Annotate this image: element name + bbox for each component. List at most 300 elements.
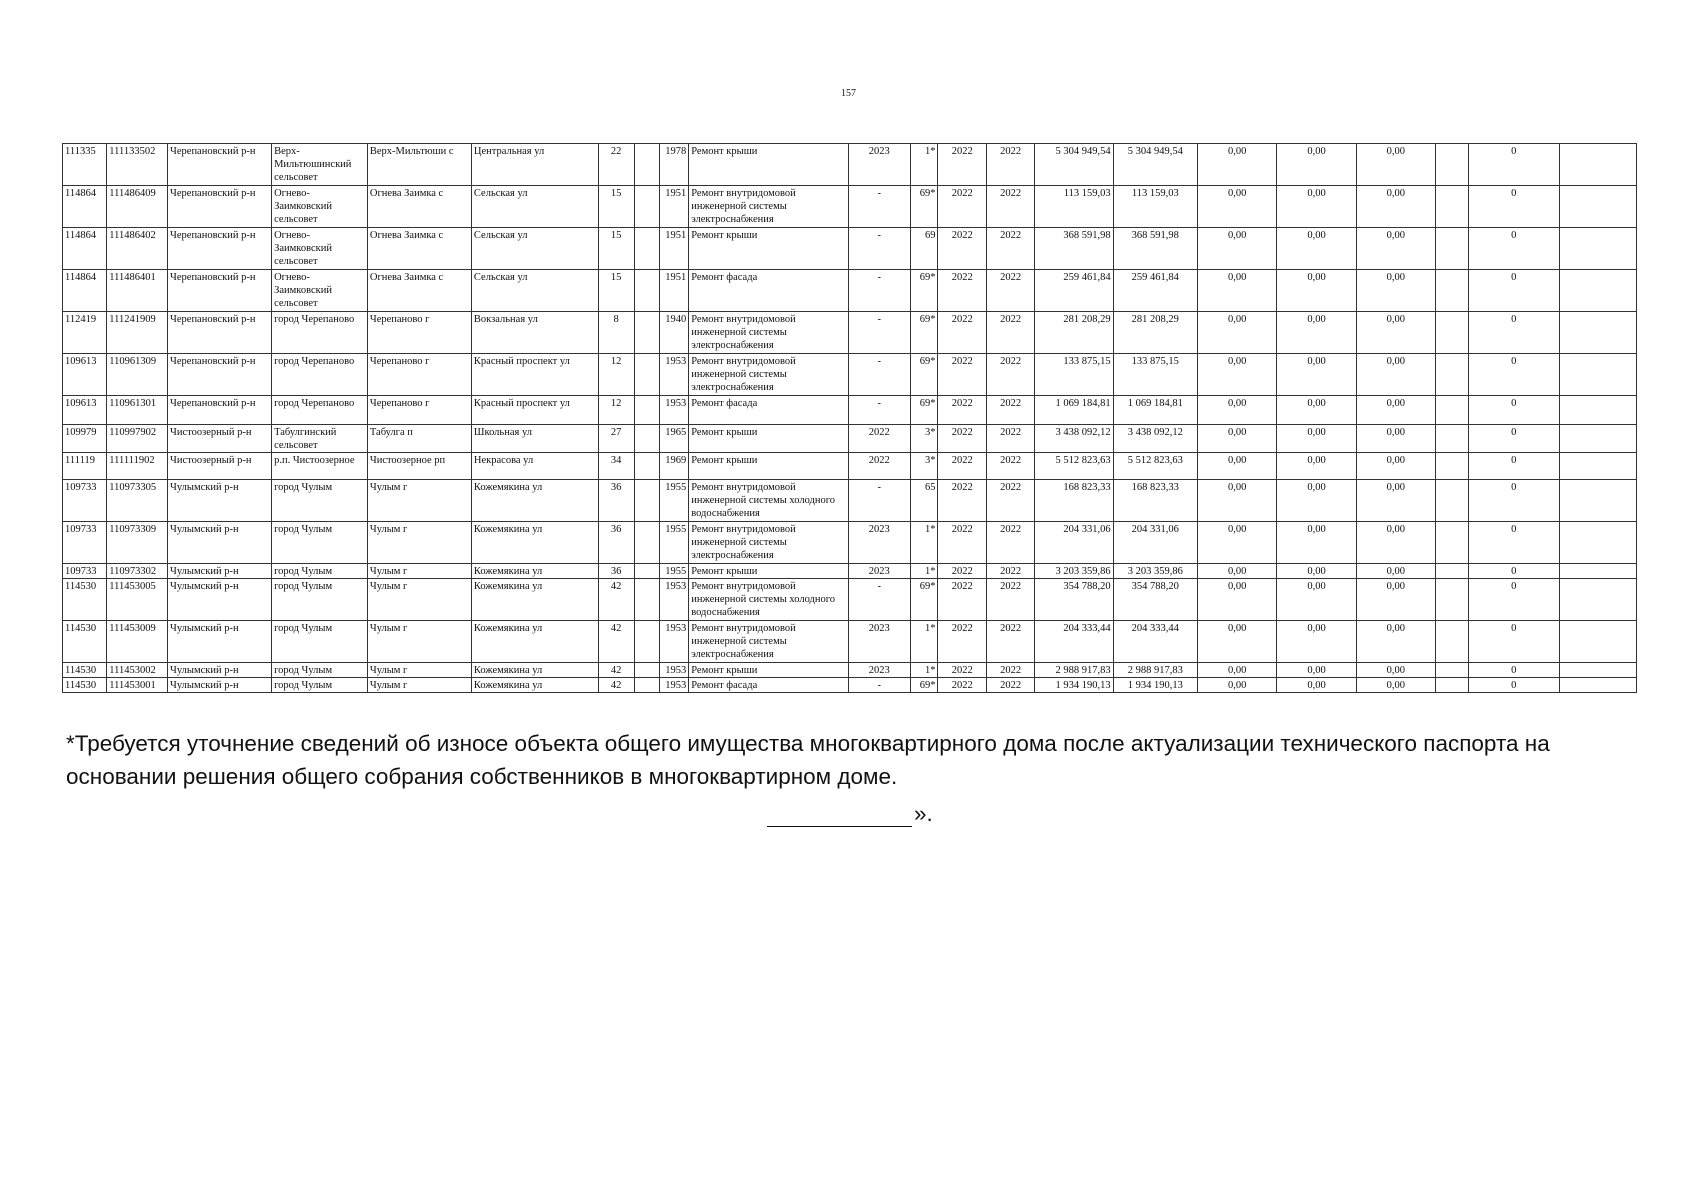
cell-plan-year-end: 2022 — [986, 621, 1034, 663]
cell-work-type: Ремонт крыши — [689, 453, 849, 480]
cell-total-cost: 2 988 917,83 — [1035, 663, 1113, 678]
cell-regional-cost: 259 461,84 — [1113, 270, 1197, 312]
cell-municipality: город Чулым — [272, 678, 368, 693]
cell-street: Кожемякина ул — [471, 579, 598, 621]
cell-object-id: 109979 — [63, 425, 107, 453]
cell-settlement: Чулым г — [367, 579, 471, 621]
cell-wear: 65 — [910, 480, 938, 522]
cell-work-type: Ремонт внутридомовой инженерной системы холодного водоснабжения — [689, 480, 849, 522]
cell-element-id: 111453002 — [107, 663, 168, 678]
cell-year-built: 1978 — [660, 144, 689, 186]
cell-municipality: город Чулым — [272, 621, 368, 663]
cell-owners-cost: 0,00 — [1356, 621, 1435, 663]
cell-owners-cost: 0,00 — [1356, 396, 1435, 425]
cell-building — [634, 312, 660, 354]
cell-extra-col — [1559, 564, 1636, 579]
cell-street: Кожемякина ул — [471, 621, 598, 663]
cell-total-cost: 5 512 823,63 — [1035, 453, 1113, 480]
cell-plan-year-end: 2022 — [986, 522, 1034, 564]
cell-total-cost: 5 304 949,54 — [1035, 144, 1113, 186]
cell-regional-cost: 1 934 190,13 — [1113, 678, 1197, 693]
cell-blank-col — [1435, 678, 1468, 693]
cell-blank-col — [1435, 228, 1468, 270]
cell-object-id: 109733 — [63, 480, 107, 522]
cell-plan-year-start: 2022 — [938, 522, 986, 564]
cell-district: Черепановский р-н — [168, 144, 272, 186]
table-row — [63, 564, 1637, 579]
footnote: *Требуется уточнение сведений об износе объекта общего имущества многоквартирного дома после актуализации технического паспорта на основании решения общего собрания собственников в многоквартирном доме. — [66, 731, 1550, 789]
cell-year-built: 1955 — [660, 522, 689, 564]
cell-work-type: Ремонт внутридомовой инженерной системы электроснабжения — [689, 621, 849, 663]
table-row — [63, 312, 1637, 354]
table-row — [63, 663, 1637, 678]
cell-wear: 69* — [910, 396, 938, 425]
cell-element-id: 111241909 — [107, 312, 168, 354]
cell-federal-cost: 0,00 — [1198, 564, 1277, 579]
cell-plan-year-start: 2022 — [938, 186, 986, 228]
cell-volume: 0 — [1468, 564, 1559, 579]
cell-element-id: 110961301 — [107, 396, 168, 425]
cell-street: Вокзальная ул — [471, 312, 598, 354]
cell-extra-col — [1559, 144, 1636, 186]
cell-settlement: Чулым г — [367, 564, 471, 579]
cell-street: Красный проспект ул — [471, 354, 598, 396]
cell-element-id: 110973305 — [107, 480, 168, 522]
cell-volume: 0 — [1468, 453, 1559, 480]
closing-mark — [767, 801, 933, 827]
cell-building — [634, 425, 660, 453]
cell-object-id: 111335 — [63, 144, 107, 186]
cell-local-cost: 0,00 — [1277, 144, 1356, 186]
cell-object-id: 114530 — [63, 579, 107, 621]
cell-work-type: Ремонт крыши — [689, 425, 849, 453]
cell-owners-cost: 0,00 — [1356, 678, 1435, 693]
cell-wear: 69* — [910, 312, 938, 354]
cell-local-cost: 0,00 — [1277, 354, 1356, 396]
cell-owners-cost: 0,00 — [1356, 480, 1435, 522]
cell-extra-col — [1559, 354, 1636, 396]
cell-work-type: Ремонт фасада — [689, 270, 849, 312]
cell-extra-col — [1559, 663, 1636, 678]
cell-total-cost: 368 591,98 — [1035, 228, 1113, 270]
cell-federal-cost: 0,00 — [1198, 270, 1277, 312]
cell-regional-cost: 354 788,20 — [1113, 579, 1197, 621]
cell-local-cost: 0,00 — [1277, 396, 1356, 425]
table-row — [63, 579, 1637, 621]
cell-year-built: 1955 — [660, 564, 689, 579]
cell-extra-col — [1559, 621, 1636, 663]
cell-total-cost: 204 331,06 — [1035, 522, 1113, 564]
table-row — [63, 453, 1637, 480]
cell-local-cost: 0,00 — [1277, 480, 1356, 522]
cell-district: Чулымский р-н — [168, 621, 272, 663]
cell-plan-year-start: 2022 — [938, 425, 986, 453]
cell-street: Некрасова ул — [471, 453, 598, 480]
cell-municipality: город Черепаново — [272, 354, 368, 396]
cell-object-id: 109733 — [63, 522, 107, 564]
cell-street: Кожемякина ул — [471, 678, 598, 693]
cell-district: Чулымский р-н — [168, 564, 272, 579]
cell-blank-col — [1435, 312, 1468, 354]
cell-year-built: 1955 — [660, 480, 689, 522]
signature-line — [767, 806, 912, 827]
cell-municipality: Верх-Мильтюшинский сельсовет — [272, 144, 368, 186]
cell-regional-cost: 5 512 823,63 — [1113, 453, 1197, 480]
cell-regional-cost: 168 823,33 — [1113, 480, 1197, 522]
cell-extra-col — [1559, 312, 1636, 354]
cell-settlement: Верх-Мильтюши с — [367, 144, 471, 186]
cell-regional-cost: 5 304 949,54 — [1113, 144, 1197, 186]
cell-blank-col — [1435, 621, 1468, 663]
cell-deadline-year: - — [848, 228, 910, 270]
cell-owners-cost: 0,00 — [1356, 579, 1435, 621]
cell-element-id: 111133502 — [107, 144, 168, 186]
cell-wear: 1* — [910, 564, 938, 579]
cell-element-id: 110997902 — [107, 425, 168, 453]
cell-extra-col — [1559, 522, 1636, 564]
cell-district: Чулымский р-н — [168, 678, 272, 693]
cell-element-id: 111453005 — [107, 579, 168, 621]
cell-regional-cost: 204 333,44 — [1113, 621, 1197, 663]
cell-settlement: Чулым г — [367, 663, 471, 678]
cell-plan-year-end: 2022 — [986, 354, 1034, 396]
cell-federal-cost: 0,00 — [1198, 579, 1277, 621]
table-row — [63, 522, 1637, 564]
cell-plan-year-start: 2022 — [938, 396, 986, 425]
cell-municipality: Табулгинский сельсовет — [272, 425, 368, 453]
cell-owners-cost: 0,00 — [1356, 144, 1435, 186]
cell-local-cost: 0,00 — [1277, 579, 1356, 621]
cell-volume: 0 — [1468, 480, 1559, 522]
cell-plan-year-end: 2022 — [986, 425, 1034, 453]
cell-work-type: Ремонт крыши — [689, 228, 849, 270]
cell-total-cost: 1 069 184,81 — [1035, 396, 1113, 425]
cell-blank-col — [1435, 354, 1468, 396]
cell-total-cost: 354 788,20 — [1035, 579, 1113, 621]
cell-district: Чулымский р-н — [168, 522, 272, 564]
cell-street: Кожемякина ул — [471, 564, 598, 579]
cell-local-cost: 0,00 — [1277, 453, 1356, 480]
cell-federal-cost: 0,00 — [1198, 228, 1277, 270]
cell-house-number: 12 — [598, 396, 634, 425]
cell-building — [634, 354, 660, 396]
cell-settlement: Черепаново г — [367, 312, 471, 354]
table-row — [63, 425, 1637, 453]
cell-building — [634, 522, 660, 564]
cell-municipality: город Черепаново — [272, 396, 368, 425]
cell-plan-year-end: 2022 — [986, 186, 1034, 228]
cell-regional-cost: 133 875,15 — [1113, 354, 1197, 396]
cell-extra-col — [1559, 228, 1636, 270]
cell-plan-year-start: 2022 — [938, 564, 986, 579]
cell-street: Центральная ул — [471, 144, 598, 186]
cell-local-cost: 0,00 — [1277, 663, 1356, 678]
cell-settlement: Огнева Заимка с — [367, 228, 471, 270]
cell-district: Чулымский р-н — [168, 579, 272, 621]
cell-deadline-year: - — [848, 186, 910, 228]
cell-plan-year-start: 2022 — [938, 663, 986, 678]
cell-blank-col — [1435, 186, 1468, 228]
cell-owners-cost: 0,00 — [1356, 663, 1435, 678]
cell-blank-col — [1435, 663, 1468, 678]
cell-deadline-year: 2023 — [848, 621, 910, 663]
cell-volume: 0 — [1468, 425, 1559, 453]
cell-regional-cost: 281 208,29 — [1113, 312, 1197, 354]
table-row — [63, 678, 1637, 693]
cell-blank-col — [1435, 453, 1468, 480]
cell-house-number: 36 — [598, 522, 634, 564]
cell-house-number: 15 — [598, 186, 634, 228]
cell-house-number: 42 — [598, 621, 634, 663]
cell-extra-col — [1559, 186, 1636, 228]
cell-volume: 0 — [1468, 663, 1559, 678]
cell-deadline-year: - — [848, 579, 910, 621]
cell-element-id: 110961309 — [107, 354, 168, 396]
table-row — [63, 354, 1637, 396]
cell-plan-year-start: 2022 — [938, 354, 986, 396]
cell-plan-year-end: 2022 — [986, 453, 1034, 480]
cell-volume: 0 — [1468, 312, 1559, 354]
cell-federal-cost: 0,00 — [1198, 354, 1277, 396]
cell-regional-cost: 368 591,98 — [1113, 228, 1197, 270]
cell-extra-col — [1559, 453, 1636, 480]
cell-work-type: Ремонт крыши — [689, 144, 849, 186]
cell-house-number: 36 — [598, 564, 634, 579]
cell-house-number: 34 — [598, 453, 634, 480]
cell-street: Кожемякина ул — [471, 522, 598, 564]
cell-extra-col — [1559, 678, 1636, 693]
cell-federal-cost: 0,00 — [1198, 663, 1277, 678]
cell-settlement: Чулым г — [367, 480, 471, 522]
cell-deadline-year: 2023 — [848, 144, 910, 186]
cell-owners-cost: 0,00 — [1356, 453, 1435, 480]
cell-total-cost: 3 203 359,86 — [1035, 564, 1113, 579]
cell-extra-col — [1559, 425, 1636, 453]
cell-building — [634, 663, 660, 678]
cell-plan-year-start: 2022 — [938, 270, 986, 312]
cell-blank-col — [1435, 396, 1468, 425]
cell-object-id: 109613 — [63, 396, 107, 425]
cell-district: Черепановский р-н — [168, 396, 272, 425]
cell-federal-cost: 0,00 — [1198, 425, 1277, 453]
cell-extra-col — [1559, 396, 1636, 425]
cell-owners-cost: 0,00 — [1356, 425, 1435, 453]
cell-federal-cost: 0,00 — [1198, 396, 1277, 425]
cell-street: Кожемякина ул — [471, 480, 598, 522]
cell-object-id: 109733 — [63, 564, 107, 579]
cell-volume: 0 — [1468, 621, 1559, 663]
cell-total-cost: 259 461,84 — [1035, 270, 1113, 312]
cell-volume: 0 — [1468, 228, 1559, 270]
cell-municipality: город Чулым — [272, 579, 368, 621]
cell-local-cost: 0,00 — [1277, 425, 1356, 453]
cell-building — [634, 480, 660, 522]
cell-federal-cost: 0,00 — [1198, 678, 1277, 693]
cell-building — [634, 228, 660, 270]
cell-plan-year-start: 2022 — [938, 678, 986, 693]
cell-building — [634, 396, 660, 425]
cell-plan-year-start: 2022 — [938, 453, 986, 480]
cell-work-type: Ремонт фасада — [689, 678, 849, 693]
cell-local-cost: 0,00 — [1277, 522, 1356, 564]
cell-work-type: Ремонт крыши — [689, 564, 849, 579]
cell-district: Черепановский р-н — [168, 186, 272, 228]
cell-work-type: Ремонт внутридомовой инженерной системы электроснабжения — [689, 186, 849, 228]
cell-house-number: 36 — [598, 480, 634, 522]
cell-total-cost: 1 934 190,13 — [1035, 678, 1113, 693]
cell-local-cost: 0,00 — [1277, 621, 1356, 663]
cell-building — [634, 186, 660, 228]
cell-deadline-year: 2023 — [848, 564, 910, 579]
cell-house-number: 15 — [598, 270, 634, 312]
cell-regional-cost: 204 331,06 — [1113, 522, 1197, 564]
cell-house-number: 42 — [598, 678, 634, 693]
cell-local-cost: 0,00 — [1277, 564, 1356, 579]
cell-deadline-year: 2023 — [848, 663, 910, 678]
cell-plan-year-end: 2022 — [986, 579, 1034, 621]
cell-deadline-year: - — [848, 270, 910, 312]
cell-plan-year-end: 2022 — [986, 564, 1034, 579]
cell-settlement: Огнева Заимка с — [367, 270, 471, 312]
cell-local-cost: 0,00 — [1277, 678, 1356, 693]
cell-object-id: 114864 — [63, 228, 107, 270]
cell-blank-col — [1435, 480, 1468, 522]
table-row — [63, 480, 1637, 522]
cell-local-cost: 0,00 — [1277, 312, 1356, 354]
cell-work-type: Ремонт фасада — [689, 396, 849, 425]
cell-element-id: 111453001 — [107, 678, 168, 693]
cell-volume: 0 — [1468, 396, 1559, 425]
cell-street: Сельская ул — [471, 186, 598, 228]
registry-body — [63, 144, 1637, 693]
cell-plan-year-start: 2022 — [938, 621, 986, 663]
cell-federal-cost: 0,00 — [1198, 522, 1277, 564]
cell-extra-col — [1559, 579, 1636, 621]
cell-year-built: 1953 — [660, 678, 689, 693]
cell-municipality: город Чулым — [272, 480, 368, 522]
cell-total-cost: 204 333,44 — [1035, 621, 1113, 663]
page-number: 157 — [841, 88, 856, 99]
table-row — [63, 621, 1637, 663]
cell-wear: 69* — [910, 354, 938, 396]
cell-wear: 1* — [910, 621, 938, 663]
cell-settlement: Чулым г — [367, 678, 471, 693]
cell-settlement: Огнева Заимка с — [367, 186, 471, 228]
table-row — [63, 270, 1637, 312]
cell-volume: 0 — [1468, 144, 1559, 186]
cell-regional-cost: 2 988 917,83 — [1113, 663, 1197, 678]
cell-settlement: Чулым г — [367, 621, 471, 663]
cell-plan-year-end: 2022 — [986, 228, 1034, 270]
cell-plan-year-start: 2022 — [938, 579, 986, 621]
cell-year-built: 1953 — [660, 663, 689, 678]
cell-district: Чулымский р-н — [168, 480, 272, 522]
cell-street: Кожемякина ул — [471, 663, 598, 678]
cell-total-cost: 133 875,15 — [1035, 354, 1113, 396]
cell-deadline-year: 2022 — [848, 453, 910, 480]
cell-street: Школьная ул — [471, 425, 598, 453]
cell-house-number: 42 — [598, 663, 634, 678]
cell-wear: 1* — [910, 522, 938, 564]
cell-deadline-year: - — [848, 678, 910, 693]
cell-building — [634, 453, 660, 480]
cell-wear: 69 — [910, 228, 938, 270]
cell-element-id: 110973302 — [107, 564, 168, 579]
cell-building — [634, 579, 660, 621]
cell-object-id: 114530 — [63, 678, 107, 693]
cell-blank-col — [1435, 564, 1468, 579]
cell-house-number: 22 — [598, 144, 634, 186]
cell-municipality: город Черепаново — [272, 312, 368, 354]
cell-building — [634, 564, 660, 579]
cell-owners-cost: 0,00 — [1356, 270, 1435, 312]
cell-building — [634, 270, 660, 312]
cell-element-id: 110973309 — [107, 522, 168, 564]
cell-volume: 0 — [1468, 186, 1559, 228]
cell-year-built: 1953 — [660, 621, 689, 663]
cell-year-built: 1953 — [660, 354, 689, 396]
cell-owners-cost: 0,00 — [1356, 354, 1435, 396]
table-row — [63, 186, 1637, 228]
cell-municipality: город Чулым — [272, 564, 368, 579]
cell-settlement: Черепаново г — [367, 396, 471, 425]
cell-volume: 0 — [1468, 522, 1559, 564]
cell-plan-year-end: 2022 — [986, 396, 1034, 425]
cell-settlement: Чулым г — [367, 522, 471, 564]
cell-object-id: 114530 — [63, 621, 107, 663]
cell-street: Сельская ул — [471, 228, 598, 270]
cell-element-id: 111486401 — [107, 270, 168, 312]
cell-year-built: 1951 — [660, 270, 689, 312]
cell-wear: 69* — [910, 678, 938, 693]
cell-volume: 0 — [1468, 678, 1559, 693]
cell-settlement: Табулга п — [367, 425, 471, 453]
cell-blank-col — [1435, 270, 1468, 312]
cell-element-id: 111453009 — [107, 621, 168, 663]
cell-plan-year-end: 2022 — [986, 480, 1034, 522]
cell-work-type: Ремонт внутридомовой инженерной системы электроснабжения — [689, 522, 849, 564]
cell-federal-cost: 0,00 — [1198, 186, 1277, 228]
cell-building — [634, 678, 660, 693]
closing-quote: ». — [914, 801, 933, 826]
cell-object-id: 112419 — [63, 312, 107, 354]
cell-wear: 69* — [910, 579, 938, 621]
cell-local-cost: 0,00 — [1277, 186, 1356, 228]
cell-house-number: 15 — [598, 228, 634, 270]
cell-municipality: Огнево-Заимковский сельсовет — [272, 186, 368, 228]
cell-volume: 0 — [1468, 270, 1559, 312]
cell-year-built: 1951 — [660, 228, 689, 270]
cell-federal-cost: 0,00 — [1198, 144, 1277, 186]
cell-district: Чистоозерный р-н — [168, 453, 272, 480]
cell-owners-cost: 0,00 — [1356, 186, 1435, 228]
cell-owners-cost: 0,00 — [1356, 312, 1435, 354]
cell-wear: 3* — [910, 425, 938, 453]
cell-work-type: Ремонт крыши — [689, 663, 849, 678]
cell-plan-year-end: 2022 — [986, 678, 1034, 693]
cell-district: Черепановский р-н — [168, 270, 272, 312]
cell-total-cost: 3 438 092,12 — [1035, 425, 1113, 453]
cell-federal-cost: 0,00 — [1198, 480, 1277, 522]
cell-building — [634, 621, 660, 663]
cell-municipality: город Чулым — [272, 663, 368, 678]
cell-blank-col — [1435, 579, 1468, 621]
cell-owners-cost: 0,00 — [1356, 564, 1435, 579]
cell-plan-year-end: 2022 — [986, 312, 1034, 354]
cell-house-number: 12 — [598, 354, 634, 396]
cell-street: Сельская ул — [471, 270, 598, 312]
cell-deadline-year: 2023 — [848, 522, 910, 564]
